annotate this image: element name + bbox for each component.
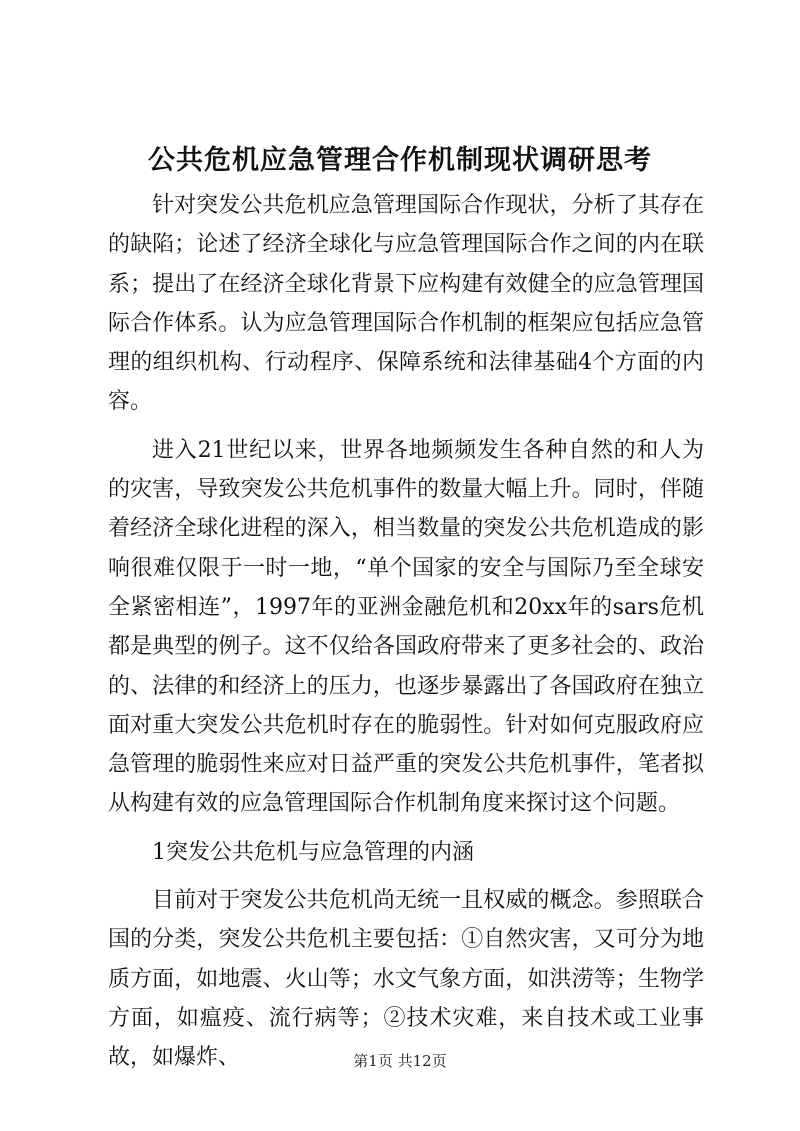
paragraph-definition: 目前对于突发公共危机尚无统一且权威的概念。参照联合国的分类，突发公共危机主要包括：①自然灾害，又可分为地质方面，如地震、火山等；水文气象方面，如洪涝等；生物学方面，如瘟疫、流行病等；②技术灾难，来自技术或工业事故，如爆炸、 (108, 888, 704, 1071)
section-heading: 1突发公共危机与应急管理的内涵 (152, 839, 474, 865)
page-number: 第1页 共12页 (353, 1052, 447, 1070)
paragraph-abstract: 针对突发公共危机应急管理国际合作现状，分析了其存在的缺陷；论述了经济全球化与应急管理国际合作之间的内在联系；提出了在经济全球化背景下应构建有效健全的应急管理国际合作体系。认为应急管理国际合作机制的框架应包括应急管理的组织机构、行动程序、保障系统和法律基础4个方面的内容。 (108, 193, 704, 415)
document-body (108, 186, 704, 1078)
paragraph-introduction: 进入21世纪以来，世界各地频频发生各种自然的和人为的灾害，导致突发公共危机事件的数量大幅上升。同时，伴随着经济全球化进程的深入，相当数量的突发公共危机造成的影响很难仅限于一时一地，“单个国家的安全与国际乃至全球安全紧密相连”，1997年的亚洲金融危机和20xx年的sars危机都是典型的例子。这不仅给各国政府带来了更多社会的、政治的、法律的和经济上的压力，也逐步暴露出了各国政府在独立面对重大突发公共危机时存在的脆弱性。针对如何克服政府应急管理的脆弱性来应对日益严重的突发公共危机事件，笔者拟从构建有效的应急管理国际合作机制角度来探讨这个问题。 (108, 437, 704, 817)
document-title: 公共危机应急管理合作机制现状调研思考 (148, 145, 652, 176)
page-footer (0, 1051, 800, 1071)
